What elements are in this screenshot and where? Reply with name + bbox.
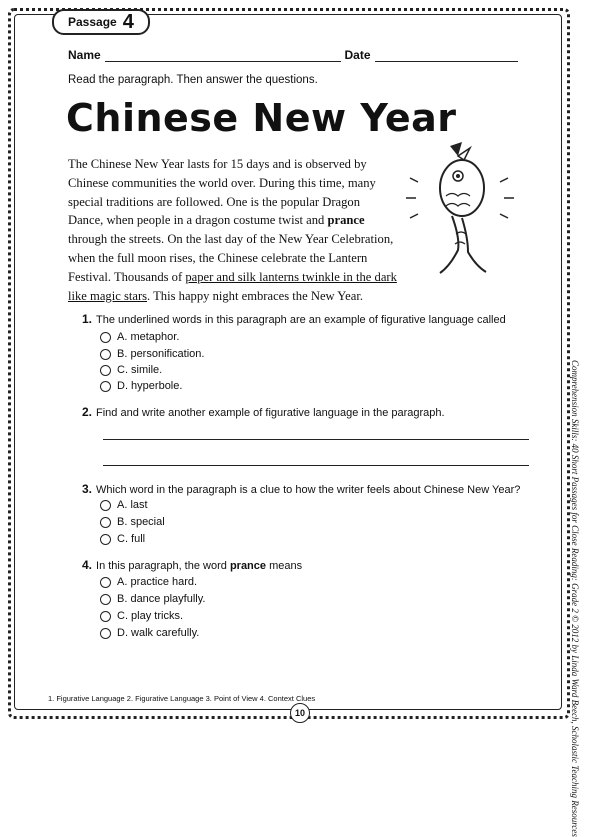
question-3-text: Which word in the paragraph is a clue to how the writer feels about Chinese New Year? bbox=[96, 484, 521, 496]
paragraph-text-2: through the streets. On the last day of the New Year Celebration, when the full moon rises, the Chinese celebrate the Lantern Festival. Thousands of bbox=[68, 232, 394, 284]
passage-number: 4 bbox=[122, 10, 134, 33]
reading-paragraph bbox=[68, 155, 398, 305]
radio-icon bbox=[100, 534, 111, 545]
question-4-bold-word: prance bbox=[229, 560, 267, 572]
q4-option-a-label: A. practice hard. bbox=[117, 576, 198, 588]
question-4-text-pre: In this paragraph, the word bbox=[96, 560, 230, 572]
q4-option-b-label: B. dance playfully. bbox=[117, 593, 206, 605]
paragraph-text-3: . This happy night embraces the New Year. bbox=[147, 288, 363, 303]
question-4-number: 4. bbox=[82, 558, 93, 572]
question-1 bbox=[82, 312, 506, 326]
q4-option-a[interactable] bbox=[100, 576, 197, 588]
paragraph-underlined: paper and silk lanterns twinkle in the dark like magic stars bbox=[68, 269, 397, 303]
question-3-number: 3. bbox=[82, 482, 93, 496]
q1-option-a[interactable] bbox=[100, 331, 179, 343]
radio-icon bbox=[100, 611, 111, 622]
side-credit-text: Comprehension Skills: 40 Short Passages for Close Reading: Grade 2 © 2012 by Linda Ward Beech, Scholastic Teaching Resources bbox=[570, 360, 580, 837]
radio-icon bbox=[100, 628, 111, 639]
q3-option-b-label: B. special bbox=[117, 516, 165, 528]
q3-option-a[interactable] bbox=[100, 499, 148, 511]
question-2-number: 2. bbox=[82, 405, 93, 419]
paragraph-text-1: The Chinese New Year lasts for 15 days and is observed by Chinese communities the world over. During this time, many special traditions are followed. One is the popular Dragon Dance, when people in a dragon costume twist and bbox=[68, 157, 376, 228]
paragraph-bold-word: prance bbox=[327, 213, 365, 228]
date-label: Date bbox=[344, 48, 371, 62]
fish-lantern-illustration bbox=[400, 138, 530, 288]
q3-option-c-label: C. full bbox=[117, 533, 146, 545]
question-3 bbox=[82, 482, 520, 496]
instructions: Read the paragraph. Then answer the questions. bbox=[68, 74, 318, 86]
q1-option-d[interactable] bbox=[100, 380, 182, 392]
passage-badge bbox=[52, 9, 150, 35]
q4-option-b[interactable] bbox=[100, 593, 205, 605]
question-2-text: Find and write another example of figurative language in the paragraph. bbox=[96, 407, 445, 419]
page-number: 10 bbox=[290, 703, 310, 723]
question-1-text: The underlined words in this paragraph are an example of figurative language called bbox=[96, 314, 506, 326]
radio-icon bbox=[100, 594, 111, 605]
q1-option-c-label: C. simile. bbox=[117, 364, 163, 376]
radio-icon bbox=[100, 381, 111, 392]
radio-icon bbox=[100, 365, 111, 376]
name-field[interactable] bbox=[105, 49, 341, 62]
passage-label: Passage bbox=[68, 15, 117, 29]
q1-option-b-label: B. personification. bbox=[117, 348, 205, 360]
page-title: Chinese New Year bbox=[66, 96, 457, 140]
question-2 bbox=[82, 405, 445, 419]
q3-option-a-label: A. last bbox=[117, 499, 148, 511]
q3-option-b[interactable] bbox=[100, 516, 165, 528]
question-4-text-post: means bbox=[266, 560, 303, 572]
question-4 bbox=[82, 558, 302, 572]
radio-icon bbox=[100, 349, 111, 360]
q4-option-c[interactable] bbox=[100, 610, 183, 622]
question-1-number: 1. bbox=[82, 312, 93, 326]
q1-option-b[interactable] bbox=[100, 348, 204, 360]
q4-option-d[interactable] bbox=[100, 627, 199, 639]
radio-icon bbox=[100, 500, 111, 511]
q1-option-a-label: A. metaphor. bbox=[117, 331, 180, 343]
q1-option-d-label: D. hyperbole. bbox=[117, 380, 183, 392]
answer-key: 1. Figurative Language 2. Figurative Language 3. Point of View 4. Context Clues bbox=[48, 694, 316, 703]
radio-icon bbox=[100, 577, 111, 588]
date-field[interactable] bbox=[375, 49, 518, 62]
name-date-row bbox=[68, 48, 518, 62]
name-label: Name bbox=[68, 48, 101, 62]
q4-option-c-label: C. play tricks. bbox=[117, 610, 184, 622]
side-credit bbox=[566, 360, 582, 837]
q3-option-c[interactable] bbox=[100, 533, 145, 545]
radio-icon bbox=[100, 332, 111, 343]
q1-option-c[interactable] bbox=[100, 364, 162, 376]
q4-option-d-label: D. walk carefully. bbox=[117, 627, 200, 639]
answer-line-2[interactable] bbox=[103, 465, 529, 466]
radio-icon bbox=[100, 517, 111, 528]
answer-line-1[interactable] bbox=[103, 439, 529, 440]
